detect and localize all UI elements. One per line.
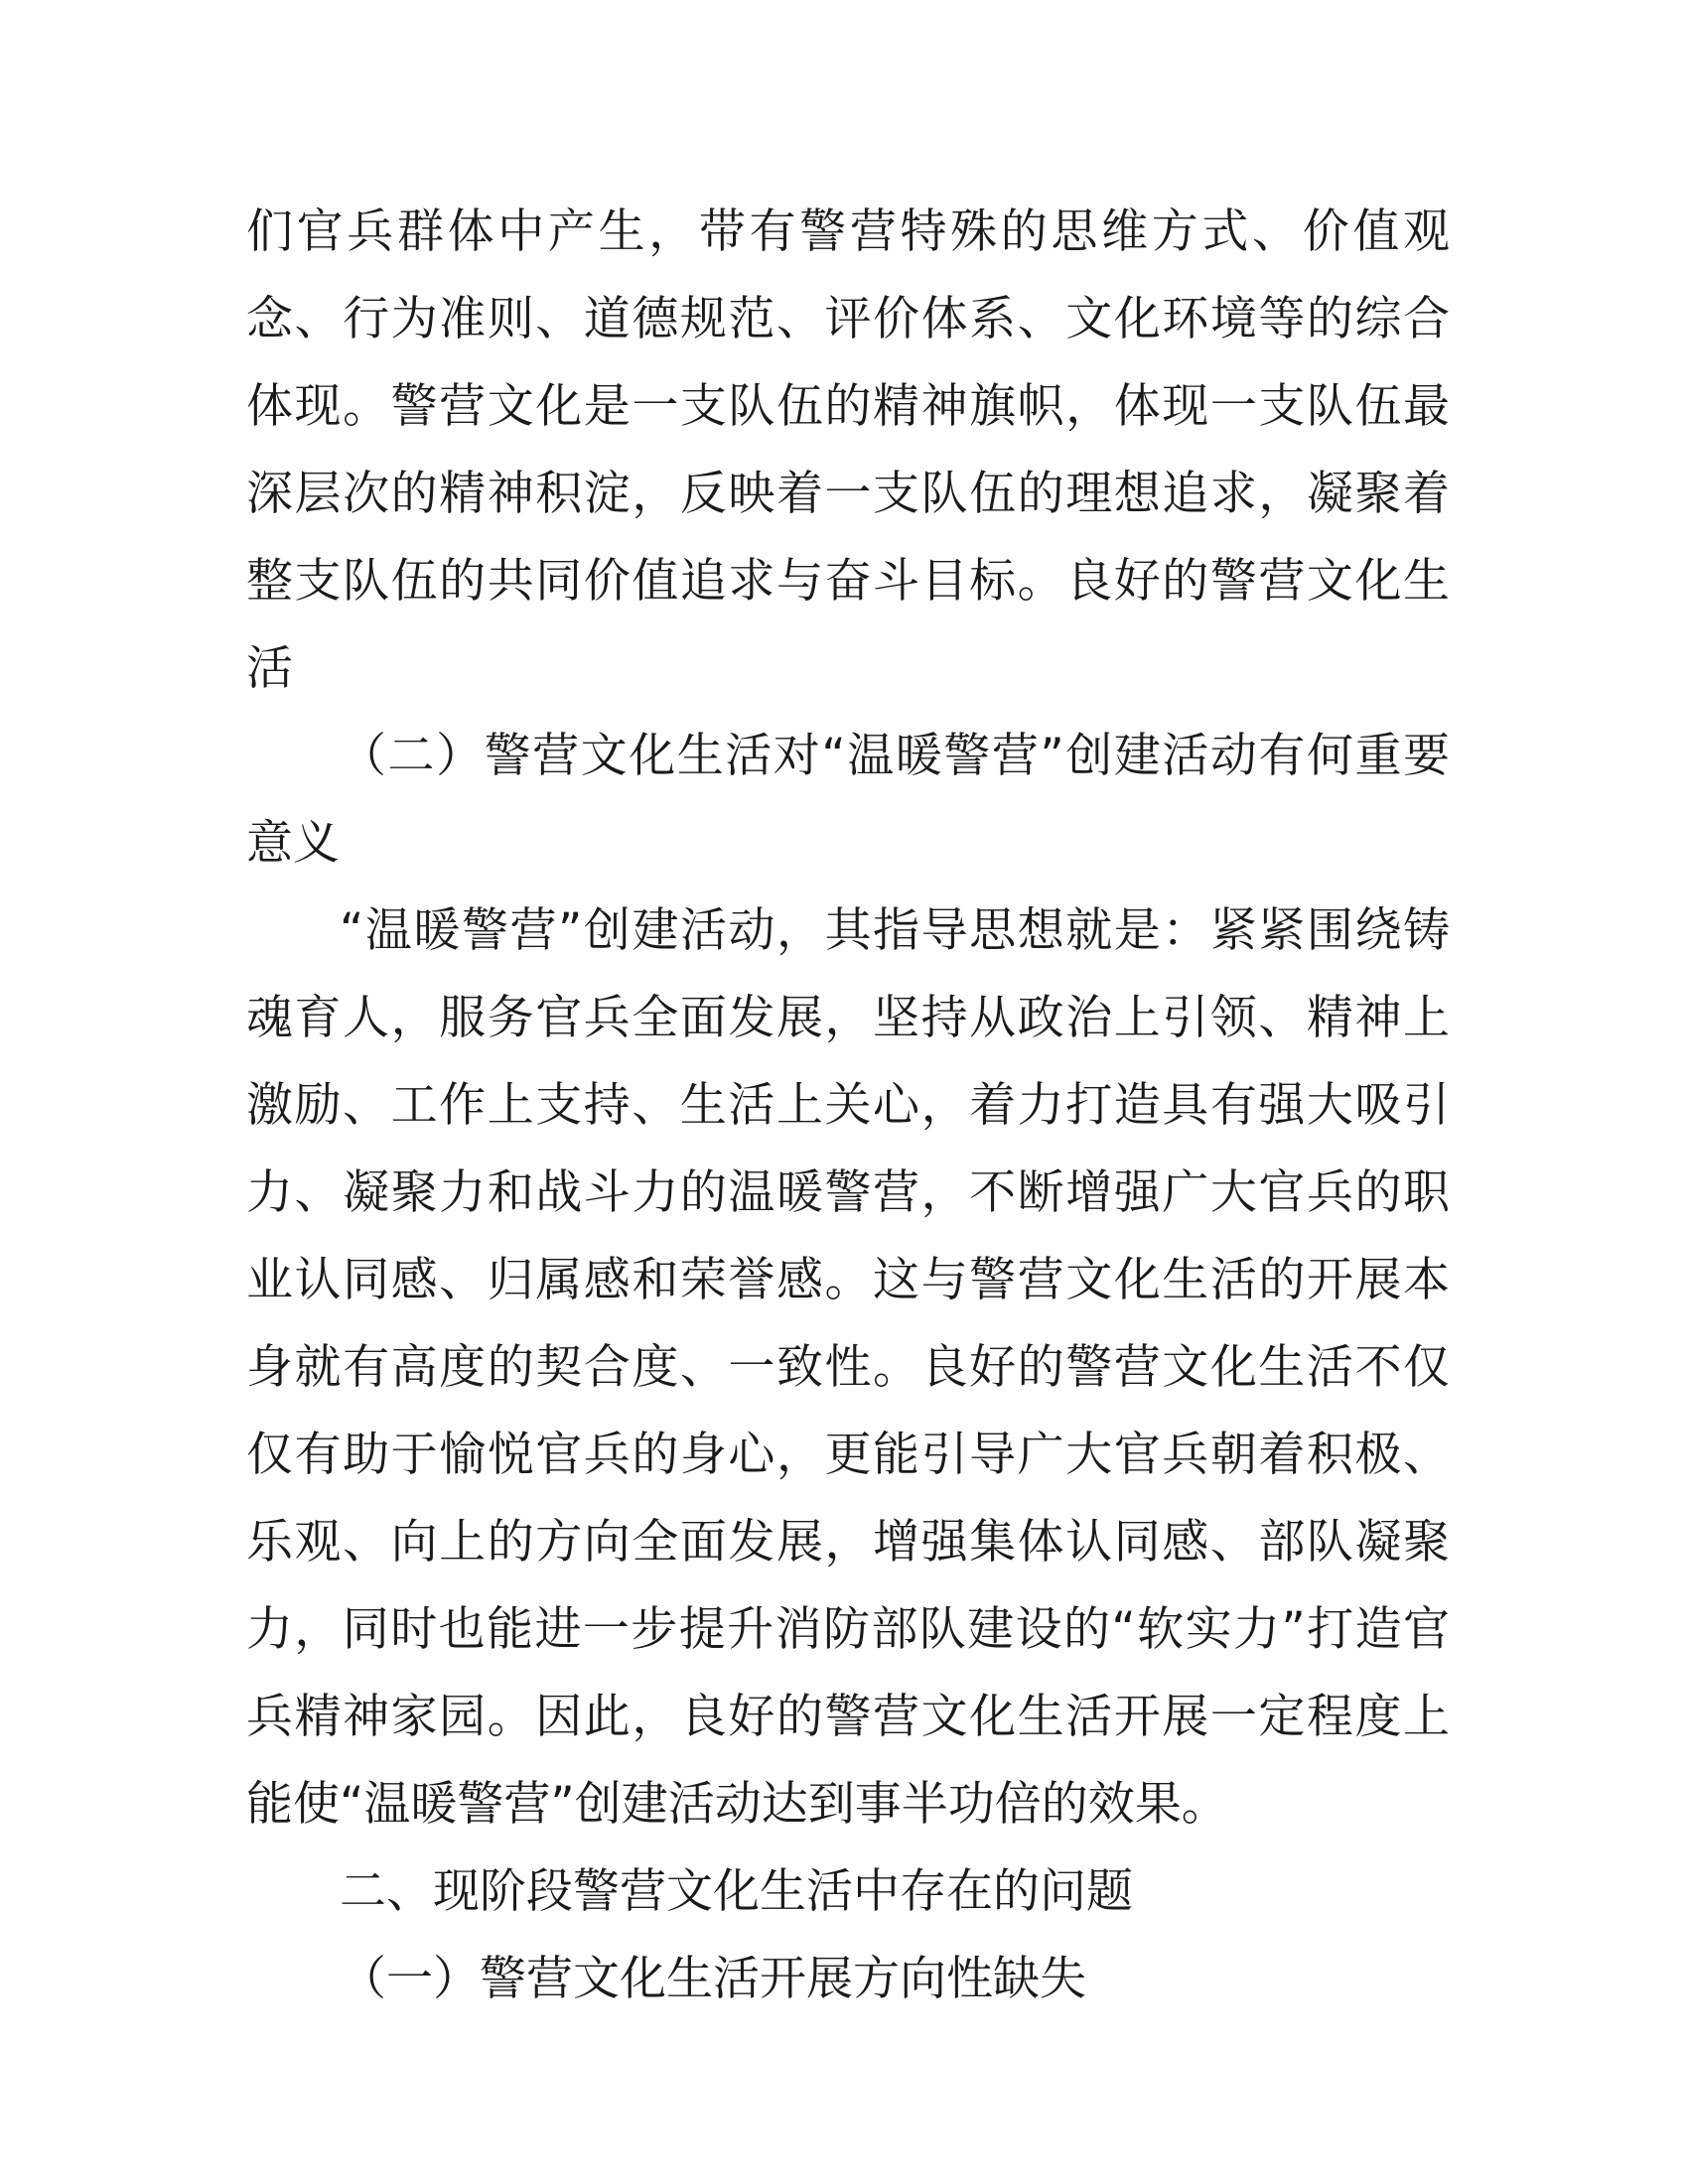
body-paragraph-continued: 们官兵群体中产生，带有警营特殊的思维方式、价值观念、行为准则、道德规范、评价体系、文化环境等的综合体现。警营文化是一支队伍的精神旗帜，体现一支队伍最深层次的精神积淀，反映着一支队伍的理想追求，凝聚着整支队伍的共同价值追求与奋斗目标。良好的警营文化生活 [246,205,1450,696]
document-body [246,189,1450,2023]
subsection-heading-2: （二）警营文化生活对“温暖警营”创建活动有何重要意义 [246,729,1450,871]
subsection-heading-1: （一）警营文化生活开展方向性缺失 [340,1952,1086,2006]
section-heading-2: 二、现阶段警营文化生活中存在的问题 [340,1864,1133,1919]
body-paragraph: “温暖警营”创建活动，其指导思想就是：紧紧围绕铸魂育人，服务官兵全面发展，坚持从政治上引领、精神上激励、工作上支持、生活上关心，着力打造具有强大吸引力、凝聚力和战斗力的温暖警营，不断增强广大官兵的职业认同感、归属感和荣誉感。这与警营文化生活的开展本身就有高度的契合度、一致性。良好的警营文化生活不仅仅有助于愉悦官兵的身心，更能引导广大官兵朝着积极、乐观、向上的方向全面发展，增强集体认同感、部队凝聚力，同时也能进一步提升消防部队建设的“软实力”打造官兵精神家园。因此，良好的警营文化生活开展一定程度上能使“温暖警营”创建活动达到事半功倍的效果。 [246,903,1450,1832]
